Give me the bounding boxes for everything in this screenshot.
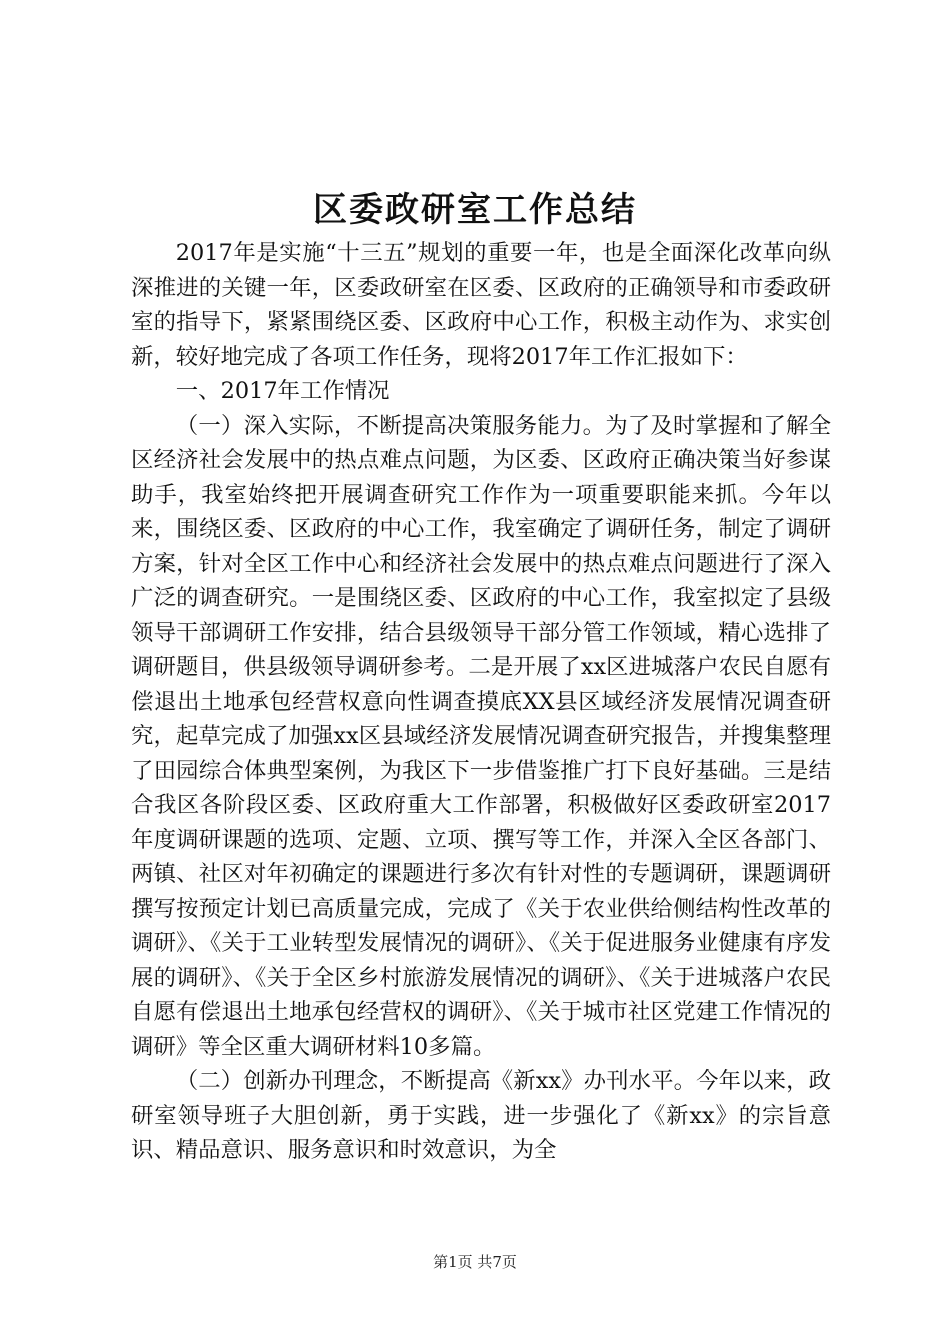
paragraph-subsection-2: （二）创新办刊理念，不断提高《新xx》办刊水平。今年以来，政研室领导班子大胆创新，勇于实践，进一步强化了《新xx》的宗旨意识、精品意识、服务意识和时效意识，为全 bbox=[131, 1068, 831, 1163]
section-heading-1: 一、2017年工作情况 bbox=[175, 378, 390, 404]
document-title: 区委政研室工作总结 bbox=[313, 190, 637, 230]
page-number-footer: 第1页 共7页 bbox=[433, 1253, 517, 1271]
paragraph-intro: 2017年是实施“十三五”规划的重要一年，也是全面深化改革向纵深推进的关键一年，区委政研室在区委、区政府的正确领导和市委政研室的指导下，紧紧围绕区委、区政府中心工作，积极主动作为、求实创新，较好地完成了各项工作任务，现将2017年工作汇报如下： bbox=[131, 240, 831, 370]
document-body bbox=[131, 236, 831, 1168]
paragraph-subsection-1: （一）深入实际，不断提高决策服务能力。为了及时掌握和了解全区经济社会发展中的热点难点问题，为区委、区政府正确决策当好参谋助手，我室始终把开展调查研究工作作为一项重要职能来抓。今年以来，围绕区委、区政府的中心工作，我室确定了调研任务，制定了调研方案，针对全区工作中心和经济社会发展中的热点难点问题进行了深入广泛的调查研究。一是围绕区委、区政府的中心工作，我室拟定了县级领导干部调研工作安排，结合县级领导干部分管工作领域，精心选排了调研题目，供县级领导调研参考。二是开展了xx区进城落户农民自愿有偿退出土地承包经营权意向性调查摸底XX县区域经济发展情况调查研究，起草完成了加强xx区县域经济发展情况调查研究报告，并搜集整理了田园综合体典型案例，为我区下一步借鉴推广打下良好基础。三是结合我区各阶段区委、区政府重大工作部署，积极做好区委政研室2017年度调研课题的选项、定题、立项、撰写等工作，并深入全区各部门、两镇、社区对年初确定的课题进行多次有针对性的专题调研，课题调研撰写按预定计划已高质量完成，完成了《关于农业供给侧结构性改革的调研》、《关于工业转型发展情况的调研》、《关于促进服务业健康有序发展的调研》、《关于全区乡村旅游发展情况的调研》、《关于进城落户农民自愿有偿退出土地承包经营权的调研》、《关于城市社区党建工作情况的调研》等全区重大调研材料10多篇。 bbox=[131, 412, 831, 1060]
